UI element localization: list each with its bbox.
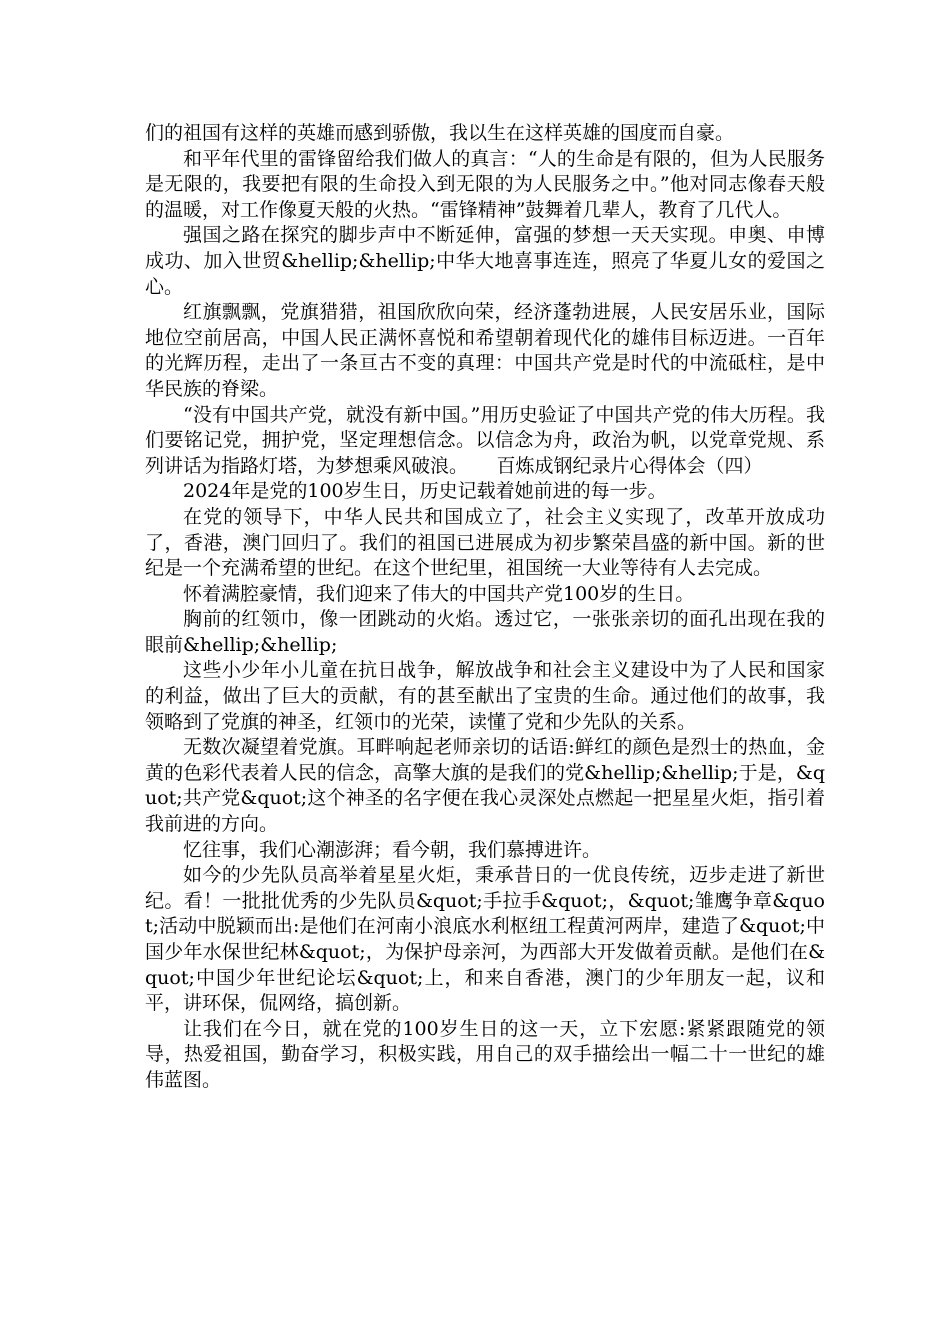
paragraph: 强国之路在探究的脚步声中不断延伸，富强的梦想一天天实现。申奥、申博成功、加入世贸&hellip;&hellip;中华大地喜事连连，照亮了华夏儿女的爱国之心。 (145, 224, 825, 298)
paragraph: 怀着满腔豪情，我们迎来了伟大的中国共产党100岁的生日。 (183, 582, 695, 605)
paragraph: “没有中国共产党，就没有新中国。”用历史验证了中国共产党的伟大历程。我们要铭记党，拥护党，坚定理想信念。以信念为舟，政治为帆，以党章党规、系列讲话为指路灯塔，为梦想乘风破浪。 百炼成钢纪录片心得体会（四） (145, 403, 825, 477)
paragraph: 和平年代里的雷锋留给我们做人的真言：“人的生命是有限的，但为人民服务是无限的，我要把有限的生命投入到无限的为人民服务之中。”他对同志像春天般的温暖，对工作像夏天般的火热。“雷锋精神”鼓舞着几辈人，教育了几代人。 (145, 147, 825, 221)
paragraph: 在党的领导下，中华人民共和国成立了，社会主义实现了，改革开放成功了，香港，澳门回归了。我们的祖国已进展成为初步繁荣昌盛的新中国。新的世纪是一个充满希望的世纪。在这个世纪里，祖国统一大业等待有人去完成。 (145, 505, 825, 580)
document-body (145, 121, 825, 1094)
paragraph: 这些小少年小儿童在抗日战争，解放战争和社会主义建设中为了人民和国家的利益，做出了巨大的贡献，有的甚至献出了宝贵的生命。通过他们的故事，我领略到了党旗的神圣，红领巾的光荣，读懂了党和少先队的关系。 (145, 659, 825, 733)
paragraph: 让我们在今日，就在党的100岁生日的这一天，立下宏愿:紧紧跟随党的领导，热爱祖国，勤奋学习，积极实践，用自己的双手描绘出一幅二十一世纪的雄伟蓝图。 (145, 1017, 825, 1091)
paragraph: 2024年是党的100岁生日，历史记载着她前进的每一步。 (183, 480, 667, 503)
paragraph: 忆往事，我们心潮澎湃；看今朝，我们慕搏进许。 (183, 838, 602, 861)
paragraph: 红旗飘飘，党旗猎猎，祖国欣欣向荣，经济蓬勃进展，人民安居乐业，国际地位空前居高，中国人民正满怀喜悦和希望朝着现代化的雄伟目标迈进。一百年的光辉历程，走出了一条亘古不变的真理：中国共产党是时代的中流砥柱，是中华民族的脊梁。 (145, 301, 825, 400)
paragraph: 胸前的红领巾，像一团跳动的火焰。透过它，一张张亲切的面孔出现在我的眼前&hellip;&hellip; (145, 608, 825, 656)
paragraph: 无数次凝望着党旗。耳畔响起老师亲切的话语:鲜红的颜色是烈士的热血，金黄的色彩代表着人民的信念，高擎大旗的是我们的党&hellip;&hellip;于是，&quot;共产党&quot;这个神圣的名字便在我心灵深处点燃起一把星星火炬，指引着我前进的方向。 (145, 736, 825, 836)
paragraph: 如今的少先队员高举着星星火炬，秉承昔日的一优良传统，迈步走进了新世纪。看！一批批优秀的少先队员&quot;手拉手&quot;，&quot;雏鹰争章&quot;活动中脱颖而出:是他们在河南小浪底水利枢纽工程黄河两岸，建造了&quot;中国少年水保世纪林&quot;，为保护母亲河，为西部大开发做着贡献。是他们在&quot;中国少年世纪论坛&quot;上，和来自香港，澳门的少年朋友一起，议和平，讲环保，侃网络，搞创新。 (145, 864, 825, 1015)
paragraph: 们的祖国有这样的英雄而感到骄傲，我以生在这样英雄的国度而自豪。 (145, 122, 735, 144)
